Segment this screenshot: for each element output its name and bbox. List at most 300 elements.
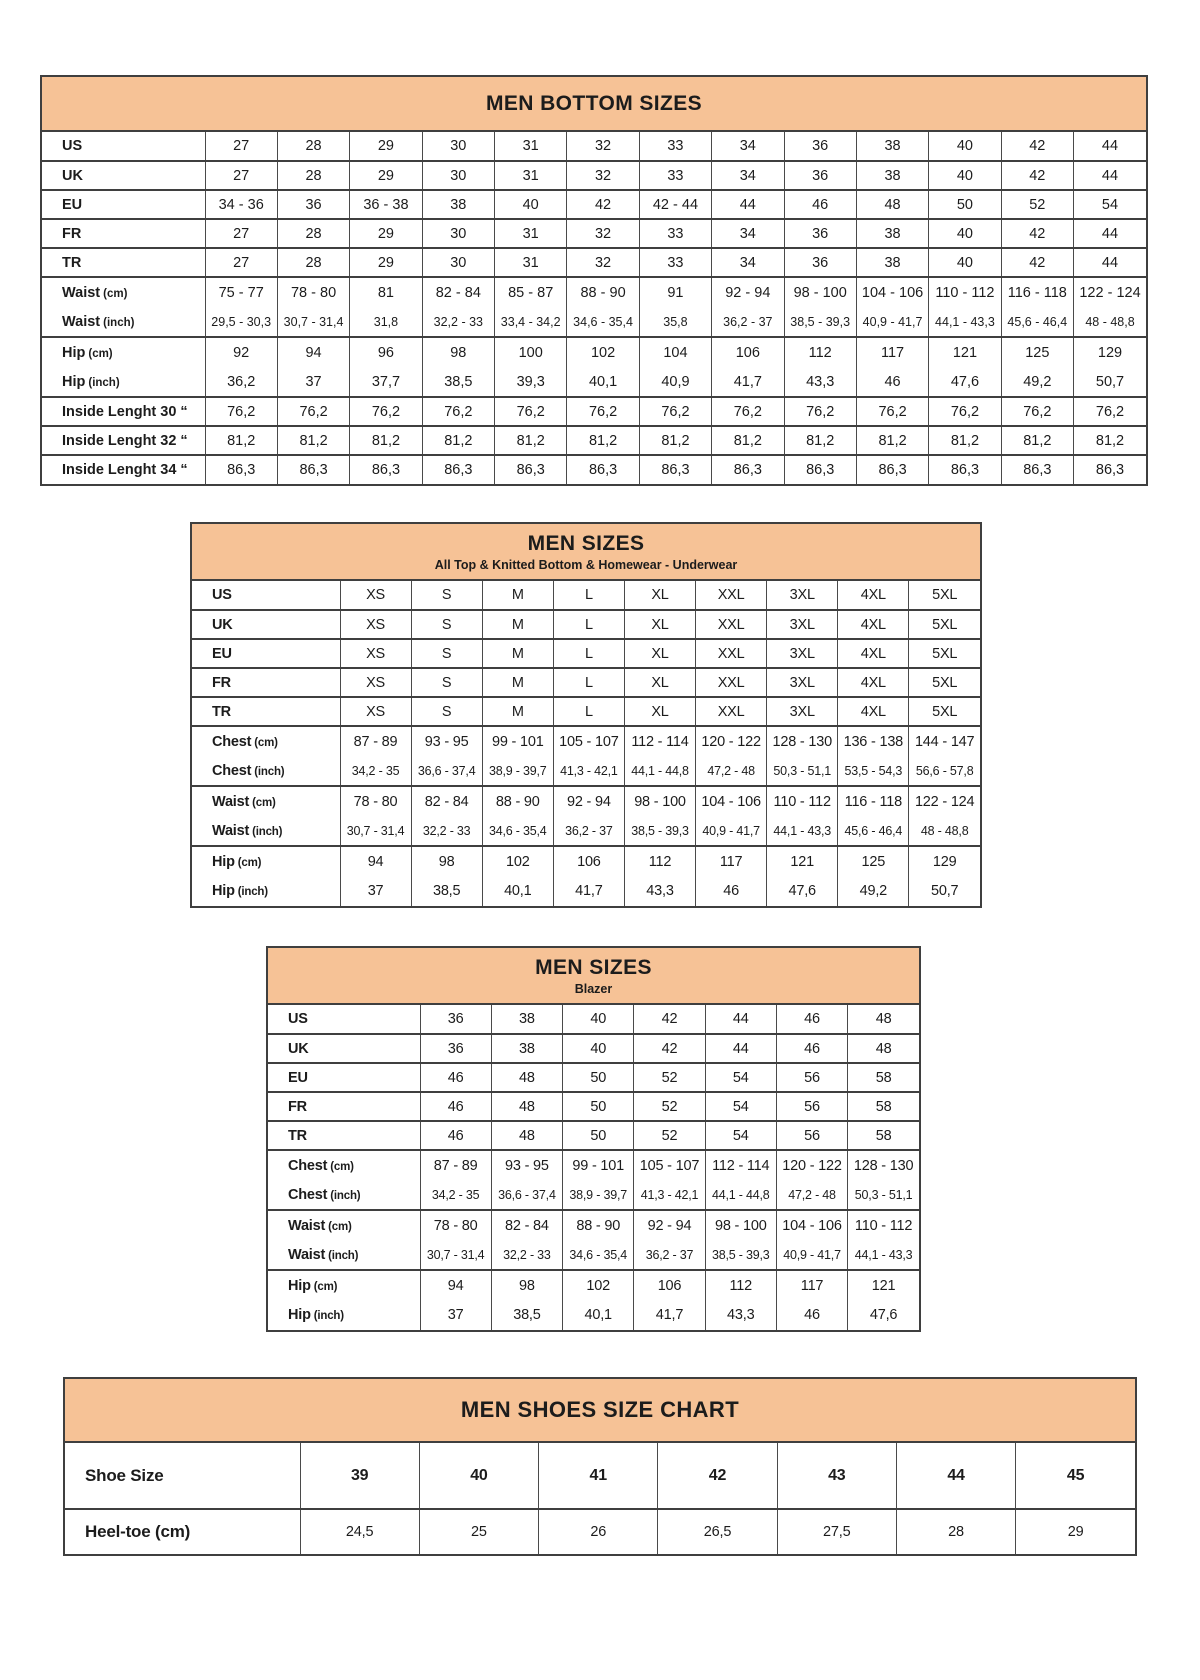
cell: 37	[420, 1300, 491, 1330]
cell: 98	[491, 1270, 562, 1300]
cell: 120 - 122	[696, 726, 767, 756]
cell: 34	[712, 132, 784, 161]
cell: 38,5 - 39,3	[624, 816, 695, 846]
table-row	[192, 726, 980, 756]
cell: 56	[776, 1063, 847, 1092]
row-label-text: US	[62, 138, 83, 154]
row-label	[268, 1300, 420, 1330]
cell: 86,3	[350, 455, 422, 484]
row-label	[42, 132, 205, 161]
cell: 33	[639, 161, 711, 190]
cell: 34,6 - 35,4	[482, 816, 553, 846]
cell: 92	[205, 337, 277, 367]
cell: 56	[776, 1092, 847, 1121]
cell: M	[482, 610, 553, 639]
cell: 36	[784, 219, 856, 248]
row-label	[42, 161, 205, 190]
cell: XL	[624, 697, 695, 726]
cell: 76,2	[1074, 397, 1147, 426]
cell: 40	[563, 1005, 634, 1034]
cell: 43	[777, 1443, 896, 1509]
row-label	[42, 307, 205, 337]
cell: 40,1	[563, 1300, 634, 1330]
cell: 30	[422, 219, 494, 248]
cell: 48 - 48,8	[909, 816, 980, 846]
cell: 92 - 94	[634, 1210, 705, 1240]
cell: M	[482, 639, 553, 668]
cell: 46	[776, 1034, 847, 1063]
cell: 78 - 80	[340, 786, 411, 816]
cell: 38,5 - 39,3	[705, 1240, 776, 1270]
cell: 104 - 106	[776, 1210, 847, 1240]
table-row	[268, 1270, 919, 1300]
men-bottom-sizes-table-grid	[42, 132, 1146, 484]
table-row	[42, 248, 1146, 277]
row-label-text: Shoe Size	[85, 1465, 164, 1485]
cell: 29,5 - 30,3	[205, 307, 277, 337]
cell: 128 - 130	[848, 1150, 919, 1180]
table-row	[192, 581, 980, 610]
men-sizes-tops-table	[190, 522, 982, 908]
cell: M	[482, 697, 553, 726]
cell: 76,2	[350, 397, 422, 426]
row-label-unit: (inch)	[88, 376, 120, 389]
row-label-text: FR	[62, 225, 82, 242]
cell: 98 - 100	[705, 1210, 776, 1240]
table-row	[268, 1121, 919, 1150]
cell: 46	[420, 1092, 491, 1121]
row-label-text: Hip	[62, 373, 86, 390]
cell: 27	[205, 248, 277, 277]
cell: 44	[1074, 132, 1147, 161]
cell: 36,2 - 37	[712, 307, 784, 337]
cell: 102	[567, 337, 639, 367]
cell: 54	[705, 1063, 776, 1092]
cell: L	[553, 610, 624, 639]
cell: XL	[624, 581, 695, 610]
row-label	[268, 1210, 420, 1240]
cell: 44	[705, 1034, 776, 1063]
table-row	[42, 307, 1146, 337]
cell: 36 - 38	[350, 190, 422, 219]
cell: 81,2	[1001, 426, 1073, 455]
cell: 106	[712, 337, 784, 367]
table-subtitle: All Top & Knitted Bottom & Homewear - Underwear	[434, 557, 738, 572]
cell: 44	[705, 1005, 776, 1034]
row-label-text: Inside Lenght 32 “	[62, 432, 188, 449]
cell: 50,3 - 51,1	[767, 756, 838, 786]
cell: 81	[350, 277, 422, 307]
cell: 106	[553, 846, 624, 876]
cell: 43,3	[624, 876, 695, 906]
cell: 37	[277, 367, 349, 397]
cell: 81,2	[639, 426, 711, 455]
cell: 44	[1074, 219, 1147, 248]
cell: 52	[1001, 190, 1073, 219]
cell: 38	[422, 190, 494, 219]
cell: 52	[634, 1063, 705, 1092]
cell: 82 - 84	[422, 277, 494, 307]
cell: 50	[563, 1121, 634, 1150]
cell: 45,6 - 46,4	[1001, 307, 1073, 337]
cell: 30	[422, 132, 494, 161]
cell: 41,3 - 42,1	[634, 1180, 705, 1210]
cell: 29	[350, 248, 422, 277]
cell: 36,2 - 37	[553, 816, 624, 846]
cell: 29	[350, 132, 422, 161]
men-sizes-blazer-table-grid	[268, 1005, 919, 1330]
table-row	[42, 455, 1146, 484]
row-label	[192, 697, 340, 726]
row-label-text: Hip	[62, 344, 86, 361]
cell: 36	[784, 161, 856, 190]
cell: 105 - 107	[634, 1150, 705, 1180]
cell: 86,3	[1074, 455, 1147, 484]
row-label-text: FR	[212, 674, 231, 691]
cell: 52	[634, 1092, 705, 1121]
cell: 31	[495, 161, 567, 190]
cell: 44	[1074, 248, 1147, 277]
row-label-text: Hip	[212, 853, 235, 870]
cell: 45	[1016, 1443, 1135, 1509]
cell: 32	[567, 161, 639, 190]
row-label-unit: (cm)	[330, 1160, 354, 1173]
cell: 76,2	[639, 397, 711, 426]
cell: 50	[563, 1092, 634, 1121]
cell: 48	[856, 190, 928, 219]
cell: 40,1	[482, 876, 553, 906]
cell: 4XL	[838, 639, 909, 668]
cell: 129	[1074, 337, 1147, 367]
cell: L	[553, 581, 624, 610]
cell: 5XL	[909, 668, 980, 697]
men-sizes-blazer-table	[266, 946, 921, 1332]
cell: 129	[909, 846, 980, 876]
cell: 87 - 89	[340, 726, 411, 756]
table-row	[42, 161, 1146, 190]
cell: 44,1 - 43,3	[848, 1240, 919, 1270]
cell: 36,6 - 37,4	[411, 756, 482, 786]
row-label	[192, 846, 340, 876]
cell: 3XL	[767, 668, 838, 697]
table-title: MEN SIZES	[535, 955, 652, 979]
cell: 34,2 - 35	[420, 1180, 491, 1210]
cell: 78 - 80	[277, 277, 349, 307]
cell: 76,2	[712, 397, 784, 426]
cell: 85 - 87	[495, 277, 567, 307]
row-label	[192, 816, 340, 846]
cell: 47,6	[767, 876, 838, 906]
men-shoes-size-chart-table	[63, 1377, 1137, 1556]
cell: 104	[639, 337, 711, 367]
cell: 32	[567, 132, 639, 161]
row-label-unit: (inch)	[103, 316, 135, 329]
cell: 5XL	[909, 610, 980, 639]
cell: 32,2 - 33	[491, 1240, 562, 1270]
cell: 86,3	[277, 455, 349, 484]
cell: 34,2 - 35	[340, 756, 411, 786]
cell: 29	[350, 219, 422, 248]
cell: 100	[495, 337, 567, 367]
cell: 82 - 84	[411, 786, 482, 816]
cell: 47,2 - 48	[696, 756, 767, 786]
cell: 42	[634, 1034, 705, 1063]
cell: 105 - 107	[553, 726, 624, 756]
table-row	[42, 132, 1146, 161]
cell: 30	[422, 248, 494, 277]
row-label-text: TR	[288, 1127, 307, 1144]
table-title: MEN SHOES SIZE CHART	[460, 1397, 740, 1422]
cell: 43,3	[784, 367, 856, 397]
cell: 37,7	[350, 367, 422, 397]
table-row	[42, 219, 1146, 248]
cell: 58	[848, 1063, 919, 1092]
cell: 92 - 94	[553, 786, 624, 816]
cell: 104 - 106	[696, 786, 767, 816]
cell: 43,3	[705, 1300, 776, 1330]
cell: 3XL	[767, 610, 838, 639]
cell: 32	[567, 219, 639, 248]
cell: 112	[784, 337, 856, 367]
cell: 40	[495, 190, 567, 219]
cell: 50,3 - 51,1	[848, 1180, 919, 1210]
cell: 50	[563, 1063, 634, 1092]
cell: 33,4 - 34,2	[495, 307, 567, 337]
cell: 81,2	[422, 426, 494, 455]
table-row	[192, 786, 980, 816]
table-row	[268, 1300, 919, 1330]
cell: 110 - 112	[767, 786, 838, 816]
cell: 76,2	[495, 397, 567, 426]
cell: 46	[696, 876, 767, 906]
cell: XXL	[696, 581, 767, 610]
cell: S	[411, 610, 482, 639]
row-label	[42, 455, 205, 484]
row-label	[192, 610, 340, 639]
cell: 41,3 - 42,1	[553, 756, 624, 786]
cell: 38	[856, 132, 928, 161]
cell: 98 - 100	[784, 277, 856, 307]
cell: L	[553, 639, 624, 668]
cell: 125	[1001, 337, 1073, 367]
cell: 40,9	[639, 367, 711, 397]
table-title: MEN SIZES	[527, 531, 645, 555]
cell: S	[411, 668, 482, 697]
row-label	[42, 367, 205, 397]
cell: 38	[856, 219, 928, 248]
cell: 26	[539, 1509, 658, 1554]
cell: 41,7	[553, 876, 624, 906]
table-row	[268, 1210, 919, 1240]
cell: 48	[491, 1121, 562, 1150]
table-header	[42, 77, 1146, 132]
cell: 38	[856, 161, 928, 190]
cell: 86,3	[784, 455, 856, 484]
cell: 76,2	[277, 397, 349, 426]
cell: L	[553, 697, 624, 726]
cell: 31	[495, 219, 567, 248]
cell: 4XL	[838, 697, 909, 726]
cell: 117	[696, 846, 767, 876]
row-label	[42, 337, 205, 367]
row-label-unit: (cm)	[237, 856, 262, 869]
cell: 40	[929, 248, 1001, 277]
men-sizes-tops-table-grid	[192, 581, 980, 906]
cell: 26,5	[658, 1509, 777, 1554]
cell: 58	[848, 1121, 919, 1150]
table-row	[42, 190, 1146, 219]
row-label-unit: (cm)	[328, 1220, 352, 1233]
cell: XXL	[696, 668, 767, 697]
cell: 34	[712, 219, 784, 248]
cell: 29	[1016, 1509, 1135, 1554]
cell: 112	[705, 1270, 776, 1300]
cell: 56,6 - 57,8	[909, 756, 980, 786]
table-row	[192, 816, 980, 846]
cell: 30,7 - 31,4	[277, 307, 349, 337]
cell: 42	[634, 1005, 705, 1034]
row-label	[268, 1034, 420, 1063]
row-label-unit: (inch)	[328, 1249, 359, 1262]
cell: 81,2	[350, 426, 422, 455]
cell: 5XL	[909, 581, 980, 610]
cell: 49,2	[1001, 367, 1073, 397]
cell: 76,2	[567, 397, 639, 426]
cell: 112	[624, 846, 695, 876]
row-label-text: TR	[62, 254, 82, 271]
row-label	[42, 397, 205, 426]
cell: 104 - 106	[856, 277, 928, 307]
cell: 88 - 90	[567, 277, 639, 307]
cell: 36	[420, 1005, 491, 1034]
cell: 27,5	[777, 1509, 896, 1554]
cell: S	[411, 581, 482, 610]
cell: 38,5	[422, 367, 494, 397]
cell: 81,2	[277, 426, 349, 455]
cell: 38	[491, 1034, 562, 1063]
cell: 44,1 - 43,3	[767, 816, 838, 846]
men-shoes-size-chart-table-grid	[65, 1443, 1135, 1554]
men-bottom-sizes-table	[40, 75, 1148, 486]
cell: 82 - 84	[491, 1210, 562, 1240]
row-label-text: Chest	[288, 1186, 328, 1203]
row-label-text: Inside Lenght 30 “	[62, 403, 188, 420]
cell: 46	[776, 1005, 847, 1034]
cell: 44,1 - 44,8	[624, 756, 695, 786]
cell: 86,3	[929, 455, 1001, 484]
cell: 112 - 114	[705, 1150, 776, 1180]
cell: 48	[848, 1005, 919, 1034]
cell: 93 - 95	[411, 726, 482, 756]
cell: 5XL	[909, 639, 980, 668]
row-label	[65, 1443, 300, 1509]
cell: 44,1 - 43,3	[929, 307, 1001, 337]
cell: 76,2	[205, 397, 277, 426]
row-label-text: Waist	[288, 1217, 326, 1234]
cell: 112 - 114	[624, 726, 695, 756]
cell: 40	[929, 161, 1001, 190]
row-label	[42, 190, 205, 219]
cell: 81,2	[856, 426, 928, 455]
table-row	[192, 876, 980, 906]
cell: 86,3	[1001, 455, 1073, 484]
cell: 34 - 36	[205, 190, 277, 219]
cell: 31	[495, 248, 567, 277]
cell: 38	[856, 248, 928, 277]
row-label-text: UK	[288, 1040, 309, 1057]
table-header	[65, 1379, 1135, 1443]
cell: 42	[1001, 161, 1073, 190]
cell: 56	[776, 1121, 847, 1150]
cell: 81,2	[495, 426, 567, 455]
cell: 33	[639, 219, 711, 248]
cell: 42 - 44	[639, 190, 711, 219]
row-label	[192, 726, 340, 756]
table-row	[42, 367, 1146, 397]
row-label-text: Waist	[62, 313, 101, 330]
table-row	[268, 1034, 919, 1063]
cell: 86,3	[495, 455, 567, 484]
cell: 38,5	[491, 1300, 562, 1330]
cell: 76,2	[784, 397, 856, 426]
cell: 36	[784, 248, 856, 277]
cell: 3XL	[767, 697, 838, 726]
row-label-text: UK	[212, 616, 233, 633]
cell: 45,6 - 46,4	[838, 816, 909, 846]
cell: 28	[896, 1509, 1015, 1554]
cell: 36	[420, 1034, 491, 1063]
cell: XS	[340, 697, 411, 726]
row-label-unit: (cm)	[103, 287, 128, 300]
row-label-text: Chest	[212, 733, 252, 750]
cell: 34,6 - 35,4	[563, 1240, 634, 1270]
cell: 54	[705, 1092, 776, 1121]
cell: M	[482, 668, 553, 697]
table-row	[268, 1063, 919, 1092]
cell: 116 - 118	[1001, 277, 1073, 307]
cell: 39	[300, 1443, 419, 1509]
row-label	[42, 277, 205, 307]
cell: 5XL	[909, 697, 980, 726]
row-label-text: EU	[288, 1069, 308, 1086]
table-row	[65, 1509, 1135, 1554]
cell: 38,9 - 39,7	[482, 756, 553, 786]
cell: 144 - 147	[909, 726, 980, 756]
cell: 94	[340, 846, 411, 876]
row-label-text: Waist	[288, 1246, 326, 1263]
cell: 40,9 - 41,7	[776, 1240, 847, 1270]
cell: 27	[205, 132, 277, 161]
cell: XXL	[696, 639, 767, 668]
table-row	[42, 397, 1146, 426]
cell: 40	[419, 1443, 538, 1509]
cell: 91	[639, 277, 711, 307]
cell: 76,2	[422, 397, 494, 426]
cell: 32,2 - 33	[411, 816, 482, 846]
cell: 125	[838, 846, 909, 876]
row-label-text: Hip	[288, 1307, 311, 1323]
table-title: MEN BOTTOM SIZES	[485, 91, 703, 115]
table-row	[192, 846, 980, 876]
cell: 76,2	[1001, 397, 1073, 426]
cell: 99 - 101	[563, 1150, 634, 1180]
cell: 128 - 130	[767, 726, 838, 756]
cell: 78 - 80	[420, 1210, 491, 1240]
row-label-unit: (cm)	[252, 796, 276, 809]
cell: 40	[563, 1034, 634, 1063]
cell: 46	[776, 1300, 847, 1330]
row-label-unit: (inch)	[330, 1189, 361, 1202]
